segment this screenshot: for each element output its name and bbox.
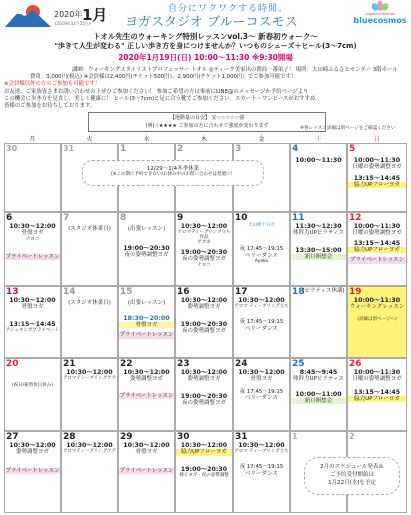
class-name: 夜の姿勢調整ヨガ <box>181 256 226 262</box>
notice-line1: 2月のスケジュール発表＆ <box>320 464 384 470</box>
closed-note: (スタジオ休業日) <box>68 226 111 232</box>
class-name: 姿勢調整ヨガ <box>15 449 49 455</box>
instructor: Ayako <box>254 259 269 264</box>
day-cell <box>61 212 118 286</box>
class-time: 10:30〜12:00 <box>123 369 170 376</box>
private-lesson: プライベートレッスン <box>348 257 406 264</box>
class-time: 10:30〜12:00 <box>238 297 285 304</box>
day-cell <box>175 212 233 286</box>
no-class-note: (ピラティス休講) <box>302 288 345 294</box>
class-name: 夜の姿勢調整ヨガ <box>181 399 226 406</box>
day-number: 7 <box>63 213 70 223</box>
private-lesson: プライベートレッスン <box>5 253 60 260</box>
private-lesson: プライベートレッスン <box>119 332 174 338</box>
class-time: 19:00〜20:30 <box>180 320 228 328</box>
class-name: 骨盤ヨガ <box>119 322 174 329</box>
bluecosmos-logo <box>352 1 408 27</box>
day-number: 19 <box>349 287 362 297</box>
day-cell <box>233 431 290 513</box>
day-cell <box>118 286 175 358</box>
class-time: 11:30〜12:30 <box>295 223 342 230</box>
class-time: 13:30〜15:00 <box>295 246 342 254</box>
weekday-mon: 月 <box>29 136 36 143</box>
class-name: ベリーダンス <box>245 325 278 332</box>
event-closing: 皆様のご参加をお待ちしております。 <box>4 103 96 109</box>
class-name: 脇力UPフローヨガ <box>348 182 406 189</box>
class-time: 19:00〜20:30 <box>180 392 228 400</box>
day-cell <box>290 212 347 286</box>
class-name: 日曜の姿勢調整ヨガ <box>352 164 402 170</box>
class-name: ベリーダンス <box>245 395 278 401</box>
mount-fuji-logo-icon <box>3 3 53 27</box>
day-cell <box>175 286 233 358</box>
private-lesson: プライベートレッスン <box>119 392 174 399</box>
day-number: 31 <box>235 432 248 442</box>
next-month-notice <box>304 457 400 495</box>
event-notice: ※会員様以外の方のご参加も可能です！ <box>4 81 101 87</box>
class-name: アロマティーブリングケア <box>62 376 117 381</box>
day-number: 31 <box>63 144 75 153</box>
day-cell <box>4 286 61 358</box>
class-time: 19:00〜20:30 <box>180 249 228 256</box>
class-time: 夜 17:45〜19:15 <box>239 246 284 252</box>
day-cell <box>347 212 407 286</box>
weekday-fri: 金 <box>258 136 265 143</box>
class-name: 姿勢調整ヨガ <box>187 304 221 310</box>
day-number: 9 <box>177 213 184 223</box>
class-time: 10:30〜12:00 <box>9 297 56 304</box>
class-name: 新月瞑想会 <box>291 254 346 261</box>
class-time: 19:00〜20:30 <box>180 465 228 473</box>
day-cell <box>118 212 175 286</box>
day-cell <box>290 143 347 212</box>
class-name: 体幹力UPピラティス <box>293 230 344 236</box>
class-name: 体幹力UPピラティス <box>293 376 344 382</box>
day-cell <box>233 358 290 431</box>
notice-line2: ご予約受付開始は <box>329 472 374 478</box>
class-time: 10:00〜11:30 <box>353 223 401 230</box>
class-time: 10:30〜12:00 <box>9 442 56 449</box>
day-number: 22 <box>120 359 133 369</box>
class-name: 新月瞑想会 <box>291 398 346 405</box>
legend-note: ※各レッスン詳細は別ページをご確認ください <box>300 126 396 131</box>
day-cell <box>233 212 290 286</box>
day-number: 28 <box>63 432 76 442</box>
day-cell <box>347 358 407 431</box>
day-cell <box>4 143 61 212</box>
class-name: アロマ ティーブリング立ち <box>234 304 289 309</box>
instructor: ナヨコ <box>25 236 40 242</box>
class-name: 夜の姿勢調整ヨガ <box>124 251 169 258</box>
day-number: 21 <box>63 359 76 369</box>
weekday-thu: 木 <box>200 136 207 143</box>
day-number: 27 <box>6 432 19 442</box>
class-name: 夜の姿勢調整ヨガ <box>181 327 226 334</box>
class-time: 10:00〜11:30 <box>295 157 342 164</box>
event-subtitle: "歩きて人生が変わる" 正しい歩き方を身につけませんか？いつものシューズ＋ヒール(3〜7cm) <box>54 42 357 50</box>
day-number: 30 <box>177 432 190 442</box>
revised-date: (2019年12月25日) <box>55 21 91 26</box>
class-time: 夜 17:45〜19:15 <box>239 319 284 325</box>
day-number: 10 <box>235 213 248 223</box>
day-cell <box>175 358 233 431</box>
class-name: アロマティーブリングケア <box>62 449 117 454</box>
class-time: 8:45〜9:45 <box>299 369 338 376</box>
winter-break-notice <box>82 160 264 186</box>
notice-line3: 1月22日(水)を予定 <box>328 480 376 486</box>
day-number: 29 <box>120 432 133 442</box>
class-name: 骨盤ヨガ <box>21 304 44 310</box>
day-number: 23 <box>177 359 190 369</box>
logo-subtitle: yoga&meditation <box>364 12 396 16</box>
event-fee: 費用：3,000円(税込) ※会員様は2,400円(チケット500円）、2,900円(チケット1,000円）でご参加可能です！ <box>30 74 297 80</box>
day-number: 8 <box>120 213 127 223</box>
legend-title: 【運動量の目安】 安☆☆☆☆☆強 <box>169 115 244 121</box>
event-title: トオル先生のウォーキング特別レッスンvol.3〜 新春初ウォーク〜 <box>93 32 318 41</box>
class-time: 13:15〜14:45 <box>353 388 401 396</box>
day-number: 16 <box>177 287 190 297</box>
class-name: 椅子ヨガ・夜の姿勢調整 <box>179 472 229 478</box>
header <box>0 0 411 30</box>
offsite-note: (出張レッスン) <box>127 226 166 232</box>
day-number: 4 <box>292 144 299 154</box>
class-name: アロマティーブリング立ち作品 <box>177 230 231 240</box>
day-cell <box>118 358 175 431</box>
day-cell <box>233 286 290 358</box>
class-time: 夜 17:45〜19:15 <box>239 388 284 395</box>
day-number: 20 <box>6 359 19 369</box>
class-name: ベリーダンス <box>245 252 278 259</box>
event-note: 大山崎十日市 <box>248 223 275 228</box>
class-name: 日曜の姿勢調整ヨガ <box>352 230 402 236</box>
day-cell <box>175 431 233 513</box>
day-number: 11 <box>292 213 305 223</box>
class-name: 脇力UPフローヨガ <box>348 396 406 403</box>
class-name: アシュタンガプライベート <box>5 327 60 333</box>
class-time: 10:30〜12:00 <box>180 442 228 449</box>
day-number: 12 <box>349 213 362 223</box>
day-cell <box>347 143 407 212</box>
day-number: 2 <box>349 432 355 441</box>
private-lesson: プライベートレッスン <box>5 467 60 474</box>
day-cell <box>61 431 118 513</box>
weekday-sun: 日 <box>373 136 380 143</box>
event-recommend: この機会に歩き方を見直し、美しく健康に！ ヒール(3〜7cm)と足に合う靴でご参加ください。スカート・ワンピースがおすすめ。 <box>4 96 321 102</box>
class-time: 10:30〜12:00 <box>238 442 285 449</box>
class-name: 骨盤ヨガ <box>250 376 273 382</box>
event-invite: お友達、ご家族皆さまお誘い合わせの上ぜひご参加ください！ 参加ご希望の方は事前にLINE@のメッセージか予約ページより <box>4 89 309 95</box>
class-name: 骨盤ヨガ <box>135 449 158 455</box>
class-name: 日曜の姿勢調整ヨガ <box>352 376 402 382</box>
class-time: 10:30〜12:00 <box>66 369 113 376</box>
tagline: 自分にワクワクする時間。 <box>168 4 289 14</box>
studio-name: ヨガスタジオ ブルーコスモス <box>125 15 298 30</box>
day-number: 6 <box>6 213 13 223</box>
class-name: 骨盤ヨガ <box>21 230 44 236</box>
day-number: 30 <box>6 144 18 153</box>
event-datetime: 2020年1月19日(日) 10:00～11:30 ※9:30開場 <box>118 53 293 62</box>
day-number: 14 <box>63 287 76 297</box>
holiday-note: (祝日/振替休日休み) <box>11 383 54 388</box>
class-time: 10:00〜11:30 <box>353 369 401 376</box>
weekday-sat: 土 <box>315 136 322 143</box>
break-note: (※この期に予約できない/お休み中のお問い合わせは翌週に） <box>110 172 236 177</box>
day-cell <box>290 358 347 431</box>
class-time: 13:15〜14:45 <box>353 174 401 182</box>
private-lesson: プライベートレッスン <box>119 467 174 474</box>
calendar-grid <box>4 134 407 513</box>
day-cell <box>118 431 175 513</box>
class-time: 10:00〜11:30 <box>353 297 401 304</box>
offsite-note: (出張レッスン) <box>127 300 166 306</box>
day-number: 2 <box>177 144 184 154</box>
intensity-legend <box>88 112 326 132</box>
day-cell <box>61 286 118 358</box>
legend-example: (例)☆★★★★ ご参加の方に合わせて強度が変わります <box>145 123 269 129</box>
weekday-tue: 火 <box>86 136 93 143</box>
day-cell <box>4 431 61 513</box>
logo-name: bluecosmos <box>353 16 407 25</box>
day-number: 1 <box>120 144 127 154</box>
day-cell <box>4 212 61 286</box>
class-name: 姿勢調整ヨガ <box>129 376 163 382</box>
day-cell <box>4 358 61 431</box>
class-name: ベリーダンス <box>245 470 278 477</box>
details-note: (詳細は別ページへ) <box>357 316 397 322</box>
day-cell-event <box>347 286 407 358</box>
class-time: 13:15〜14:45 <box>353 239 401 247</box>
day-number: 17 <box>235 287 248 297</box>
day-number: 1 <box>292 432 298 441</box>
instructor: アカネ <box>197 240 211 245</box>
class-time: 10:30〜12:00 <box>123 442 170 449</box>
month-label: 1月 <box>82 6 108 24</box>
class-name: ウォーキングレッスン <box>349 304 405 310</box>
day-number: 26 <box>349 359 362 369</box>
class-time: 10:30〜12:00 <box>180 297 228 304</box>
class-time: 10:30〜12:00 <box>9 223 56 230</box>
day-cell <box>290 286 347 358</box>
day-number: 3 <box>235 144 242 154</box>
day-cell <box>61 358 118 431</box>
class-time: 10:00〜11:00 <box>295 390 342 398</box>
break-title: 12/29〜1/4冬季休業 <box>146 166 200 172</box>
day-number: 24 <box>235 359 248 369</box>
class-time: 10:30〜12:00 <box>238 369 285 376</box>
instructor: ナヨコ <box>197 262 211 268</box>
day-number: 15 <box>120 287 133 297</box>
event-instructor: 講師：ウォーキングスタイリストプロフェッサー トオル ◎ティーク美家出の関西一番弟子！ 場所：大山崎ふるさとセンター 3階ホール <box>72 67 398 73</box>
class-time: 10:30〜12:00 <box>66 442 113 449</box>
class-name: 脇力UPフローヨガ <box>176 449 232 456</box>
year-label: 2020年 <box>54 10 83 19</box>
class-time: 18:30〜20:00 <box>123 314 170 322</box>
weekday-wed: 水 <box>143 136 150 143</box>
class-name: 脇力UPフローヨガ <box>348 247 406 254</box>
class-time: 19:00〜20:30 <box>123 244 170 252</box>
day-number: 5 <box>349 144 356 154</box>
class-time: 夜 17:45〜19:15 <box>239 464 284 470</box>
class-name: 姿勢調整ヨガ <box>187 376 221 382</box>
class-time: 10:30〜12:00 <box>180 223 228 230</box>
class-time: 10:30〜12:00 <box>180 369 228 376</box>
day-number: 18 <box>292 287 305 297</box>
day-number: 25 <box>292 359 305 369</box>
day-number: 13 <box>6 287 19 297</box>
class-time: 10:00〜11:30 <box>353 157 401 164</box>
closed-note: (スタジオ休業日) <box>68 300 111 306</box>
class-time: 13:15〜14:45 <box>9 320 56 328</box>
class-name: アロマ ティーブリング立ち <box>234 449 289 454</box>
